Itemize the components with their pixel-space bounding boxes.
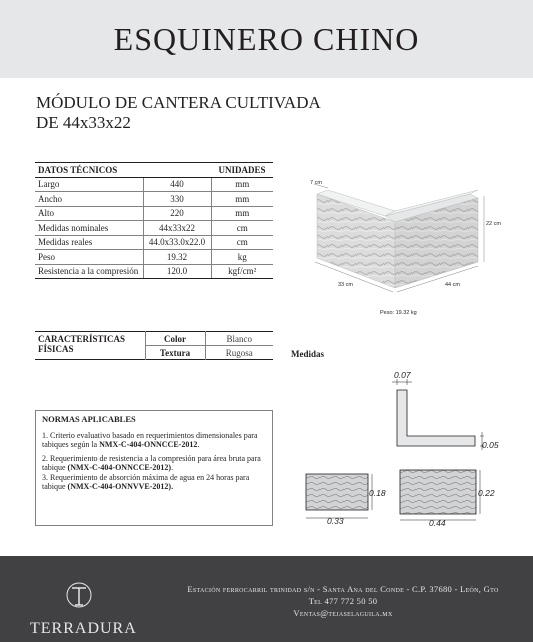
row-label: Resistencia a la compresión xyxy=(35,264,143,279)
brand-name: TERRADURA xyxy=(30,620,137,637)
block-elevations-drawing xyxy=(296,468,510,530)
row-unit: kg xyxy=(211,250,273,265)
row-label: Alto xyxy=(35,206,143,221)
row-label: Medidas reales xyxy=(35,235,143,250)
header-banner xyxy=(0,0,533,78)
email-link[interactable]: Ventas@tejaselaguila.mx xyxy=(293,608,393,618)
color-key: Color xyxy=(145,332,205,346)
top-thickness-label: 0.07 xyxy=(394,370,411,380)
table-row xyxy=(35,177,273,192)
row-value: 120.0 xyxy=(143,264,211,279)
row-label: Ancho xyxy=(35,192,143,207)
row-label: Largo xyxy=(35,177,143,192)
measurements-label: Medidas xyxy=(291,349,325,359)
standard-item-2-text: 2. Requerimiento de resistencia a la compresión para área bruta para tabique xyxy=(42,453,261,472)
dim-left-label: 33 cm xyxy=(338,282,353,288)
standard-item-2-code: (NMX-C-404-ONNCCE-2012) xyxy=(67,463,172,472)
row-unit: kgf/cm² xyxy=(211,264,273,279)
standard-item-2: 2. Requerimiento de resistencia a la compresión para área bruta para tabique (NMX-C-404-ONNCCE-2012). xyxy=(42,453,261,472)
subtitle-line-2: DE 44x33x22 xyxy=(36,113,131,132)
row-value: 330 xyxy=(143,192,211,207)
height-right-label: 0.22 xyxy=(478,488,495,498)
standard-item-1: 1. Criterio evaluativo basado en requerimientos dimensionales para tabiques según la NMX-C-404-ONNCCE-2012. xyxy=(42,430,258,449)
corner-block-illustration xyxy=(300,178,510,323)
dim-top-label: 7 cm xyxy=(310,180,322,186)
standards-title: NORMAS APLICABLES xyxy=(42,414,136,424)
table-row xyxy=(35,264,273,279)
row-unit: cm xyxy=(211,221,273,236)
row-value: 220 xyxy=(143,206,211,221)
standard-item-3-code: (NMX-C-404-ONNVVE-2012). xyxy=(67,482,174,491)
row-value: 44.0x33.0x22.0 xyxy=(143,235,211,250)
table-row xyxy=(35,235,273,250)
row-unit: mm xyxy=(211,206,273,221)
row-unit: mm xyxy=(211,177,273,192)
row-value: 19.32 xyxy=(143,250,211,265)
table-row xyxy=(35,192,273,207)
height-left-label: 0.18 xyxy=(369,488,386,498)
table-row xyxy=(35,206,273,221)
texture-key: Textura xyxy=(145,346,205,360)
applicable-standards-box xyxy=(35,410,273,526)
dim-right-label: 44 cm xyxy=(445,282,460,288)
standard-item-3 xyxy=(42,473,266,492)
dim-height-label: 22 cm xyxy=(486,221,501,227)
standard-item-1-code: NMX-C-404-ONNCCE-2012 xyxy=(99,440,198,449)
page-title: ESQUINERO CHINO xyxy=(113,20,420,57)
phone-text: Tel 477 772 50 50 xyxy=(308,596,378,606)
l-profile-drawing xyxy=(380,366,510,456)
physical-characteristics-table xyxy=(35,331,273,360)
row-label: Peso xyxy=(35,250,143,265)
subtitle-line-1: MÓDULO DE CANTERA CULTIVADA xyxy=(36,93,321,112)
standard-item-3-text: 3. Requerimiento de absorción máxima de agua en 24 horas para tabique xyxy=(42,472,250,491)
row-unit: mm xyxy=(211,192,273,207)
side-thickness-label: 0.05 xyxy=(482,440,499,450)
table-row xyxy=(35,221,273,236)
row-unit: cm xyxy=(211,235,273,250)
address-text: Estación ferrocarril trinidad s/n - Santa Ana del Conde - C.P. 37680 - León, Gto xyxy=(187,584,499,594)
contact-info xyxy=(153,583,533,619)
terradura-logo-icon xyxy=(59,575,99,615)
width-left-label: 0.33 xyxy=(327,516,344,526)
width-right-label: 0.44 xyxy=(429,518,446,528)
standard-item-1-text: 1. Criterio evaluativo basado en requerimientos dimensionales para tabiques según la xyxy=(42,430,258,449)
footer xyxy=(0,556,533,642)
row-value: 44x33x22 xyxy=(143,221,211,236)
technical-data-table xyxy=(35,162,273,279)
row-label: Medidas nominales xyxy=(35,221,143,236)
weight-label: Peso: 19.32 kg xyxy=(380,310,417,316)
texture-value: Rugosa xyxy=(205,346,273,360)
characteristics-heading: CARACTERÍSTICAS FÍSICAS xyxy=(38,334,126,354)
color-value: Blanco xyxy=(205,332,273,346)
units-heading: UNIDADES xyxy=(211,163,273,178)
row-value: 440 xyxy=(143,177,211,192)
technical-data-heading: DATOS TÉCNICOS xyxy=(35,163,211,178)
product-subtitle xyxy=(36,93,321,133)
table-row xyxy=(35,250,273,265)
